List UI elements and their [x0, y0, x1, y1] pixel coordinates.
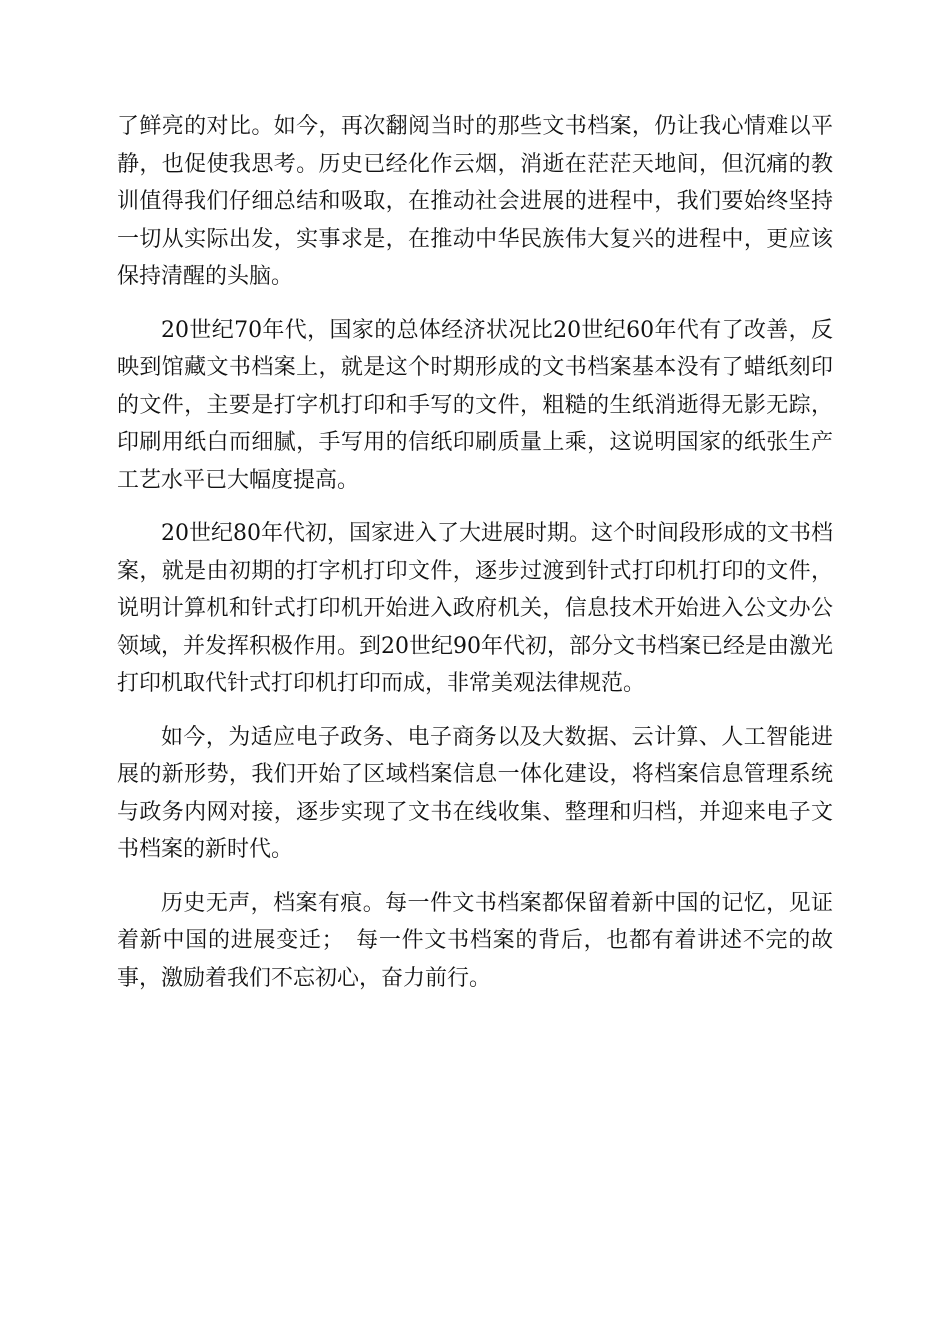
paragraph-conclusion: 历史无声，档案有痕。每一件文书档案都保留着新中国的记忆，见证着新中国的进展变迁； 每一件文书档案的背后，也都有着讲述不完的故事，激励着我们不忘初心，奋力前行。	[117, 890, 833, 991]
paragraph-digital-era: 如今，为适应电子政务、电子商务以及大数据、云计算、人工智能进展的新形势，我们开始了区域档案信息一体化建设，将档案信息管理系统与政务内网对接，逐步实现了文书在线收集、整理和归档，并迎来电子文书档案的新时代。	[117, 724, 833, 862]
paragraph-1980s: 20世纪80年代初，国家进入了大进展时期。这个时间段形成的文书档案，就是由初期的打字机打印文件，逐步过渡到针式打印机打印的文件，说明计算机和针式打印机开始进入政府机关，信息技术开始进入公文办公领域，并发挥积极作用。到20世纪90年代初，部分文书档案已经是由激光打印机取代针式打印机打印而成，非常美观法律规范。	[117, 521, 833, 696]
paragraph-1970s: 20世纪70年代，国家的总体经济状况比20世纪60年代有了改善，反映到馆藏文书档案上，就是这个时期形成的文书档案基本没有了蜡纸刻印的文件，主要是打字机打印和手写的文件，粗糙的生纸消逝得无影无踪，印刷用纸白而细腻，手写用的信纸印刷质量上乘，这说明国家的纸张生产工艺水平已大幅度提高。	[117, 317, 833, 493]
document-page	[117, 108, 833, 1013]
paragraph-reflection: 了鲜亮的对比。如今，再次翻阅当时的那些文书档案，仍让我心情难以平静，也促使我思考。历史已经化作云烟，消逝在茫茫天地间，但沉痛的教训值得我们仔细总结和吸取，在推动社会进展的进程中，我们要始终坚持一切从实际出发，实事求是，在推动中华民族伟大复兴的进程中，更应该保持清醒的头脑。	[117, 114, 833, 289]
